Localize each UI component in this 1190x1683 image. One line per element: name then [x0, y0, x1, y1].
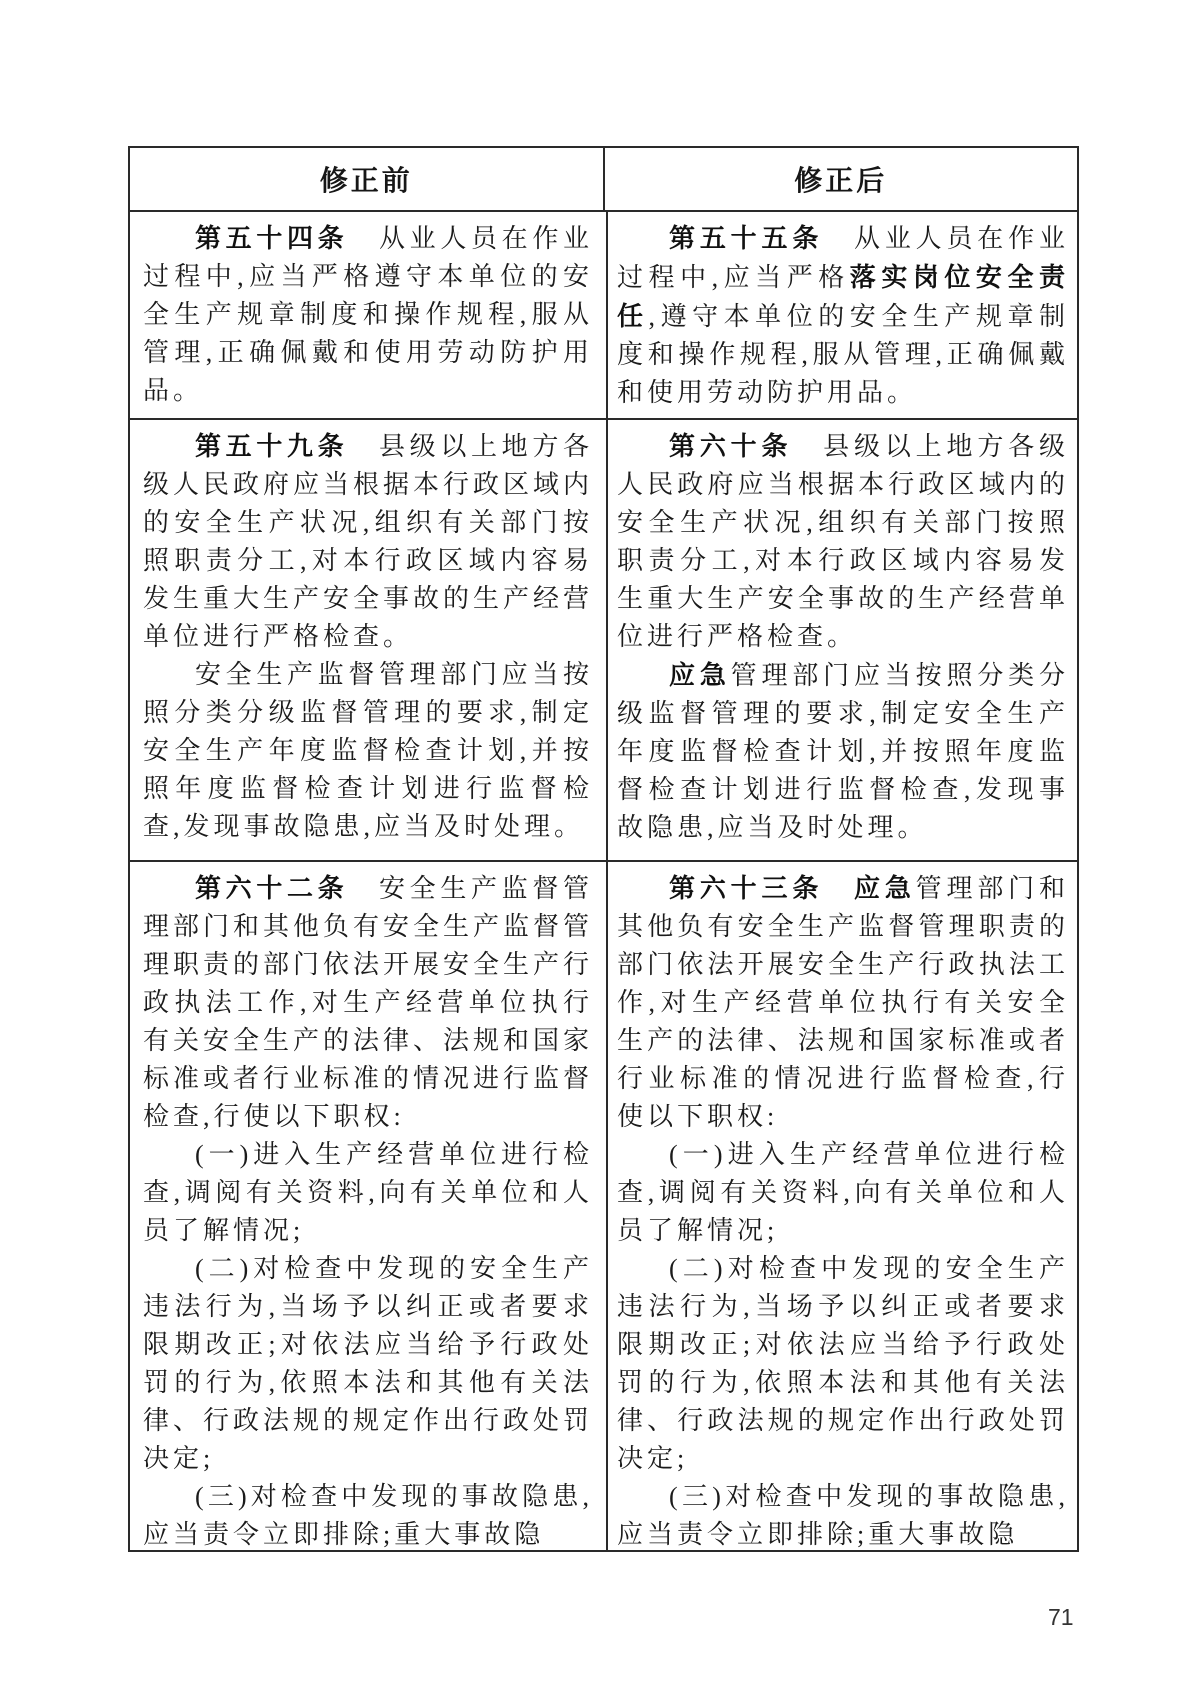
- paragraph: [143, 1478, 593, 1550]
- amended-text: 落实岗位安全责任: [617, 262, 1069, 331]
- cell-before-article-62: [130, 862, 608, 1550]
- text-run: [823, 874, 854, 903]
- paragraph: [617, 1478, 1069, 1550]
- table-row-article-54-55: [130, 212, 1077, 420]
- paragraph: [143, 1136, 593, 1250]
- paragraph: [617, 1250, 1069, 1478]
- cell-after-article-60: [608, 420, 1077, 860]
- header-label-before: 修正前: [319, 165, 413, 196]
- table-header-row: [130, 148, 1077, 212]
- text-run: 安全生产监督管理部门和其他负有安全生产监督管理职责的部门依法开展安全生产行政执法工作,对生产经营单位执行有关安全生产的法律、法规和国家标准或者行业标准的情况进行监督检查,行使以下职权:: [143, 874, 594, 1131]
- text-run: (三)对检查中发现的事故隐患,应当责令立即排除;重大事故隐: [617, 1482, 1069, 1549]
- article-number: 第五十四条: [195, 223, 349, 253]
- header-cell-before: [130, 148, 605, 210]
- cell-after-article-55: [608, 212, 1077, 418]
- article-number: 第五十九条: [195, 431, 349, 461]
- text-run: 县级以上地方各级人民政府应当根据本行政区域内的安全生产状况,组织有关部门按照职责分工,对本行政区域内容易发生重大生产安全事故的生产经营单位进行严格检查。: [143, 432, 594, 651]
- text-run: (三)对检查中发现的事故隐患,应当责令立即排除;重大事故隐: [143, 1482, 593, 1549]
- paragraph: [143, 656, 593, 846]
- article-number: 第五十五条: [669, 223, 824, 253]
- paragraph: [143, 219, 593, 410]
- paragraph: [143, 869, 593, 1136]
- revision-comparison-table: [128, 146, 1079, 1552]
- header-label-after: 修正后: [794, 165, 888, 196]
- text-run: (一)进入生产经营单位进行检查,调阅有关资料,向有关单位和人员了解情况;: [143, 1140, 593, 1245]
- amended-text: 应急: [669, 660, 731, 690]
- cell-before-article-59: [130, 420, 608, 860]
- text-run: ,遵守本单位的安全生产规章制度和操作规程,服从管理,正确佩戴和使用劳动防护用品。: [617, 302, 1069, 407]
- text-run: (一)进入生产经营单位进行检查,调阅有关资料,向有关单位和人员了解情况;: [617, 1140, 1069, 1245]
- text-run: 从业人员在作业过程中,应当严格遵守本单位的安全生产规章制度和操作规程,服从管理,正确佩戴和使用劳动防护用品。: [143, 224, 593, 405]
- paragraph: [143, 1250, 593, 1478]
- article-number: 第六十条: [669, 431, 793, 461]
- paragraph: [617, 219, 1069, 412]
- paragraph: [617, 427, 1069, 656]
- text-run: 管理部门和其他负有安全生产监督管理职责的部门依法开展安全生产行政执法工作,对生产经营单位执行有关安全生产的法律、法规和国家标准或者行业标准的情况进行监督检查,行使以下职权:: [617, 874, 1069, 1131]
- text-run: 县级以上地方各级人民政府应当根据本行政区域内的安全生产状况,组织有关部门按照职责分工,对本行政区域内容易发生重大生产安全事故的生产经营单位进行严格检查。: [617, 432, 1069, 651]
- text-run: 从业人员在作业过程中,应当严格: [617, 224, 1069, 292]
- table-row-article-59-60: [130, 420, 1077, 862]
- article-number: 第六十三条: [669, 873, 824, 903]
- text-run: (二)对检查中发现的安全生产违法行为,当场予以纠正或者要求限期改正;对依法应当给予行政处罚的行为,依照本法和其他有关法律、行政法规的规定作出行政处罚决定;: [617, 1254, 1069, 1473]
- table-row-article-62-63: [130, 862, 1077, 1550]
- article-number: 第六十二条: [195, 873, 349, 903]
- header-cell-after: [605, 148, 1078, 210]
- paragraph: [617, 656, 1069, 847]
- paragraph: [143, 427, 593, 656]
- page-number: 71: [1048, 1604, 1074, 1630]
- text-run: 管理部门应当按照分类分级监督管理的要求,制定安全生产年度监督检查计划,并按照年度监督检查计划进行监督检查,发现事故隐患,应当及时处理。: [617, 661, 1069, 842]
- text-run: 安全生产监督管理部门应当按照分类分级监督管理的要求,制定安全生产年度监督检查计划,并按照年度监督检查计划进行监督检查,发现事故隐患,应当及时处理。: [143, 660, 593, 841]
- paragraph: [617, 1136, 1069, 1250]
- paragraph: [617, 869, 1069, 1136]
- cell-after-article-63: [608, 862, 1077, 1550]
- text-run: (二)对检查中发现的安全生产违法行为,当场予以纠正或者要求限期改正;对依法应当给予行政处罚的行为,依照本法和其他有关法律、行政法规的规定作出行政处罚决定;: [143, 1254, 594, 1473]
- cell-before-article-54: [130, 212, 608, 418]
- amended-text: 应急: [854, 873, 916, 903]
